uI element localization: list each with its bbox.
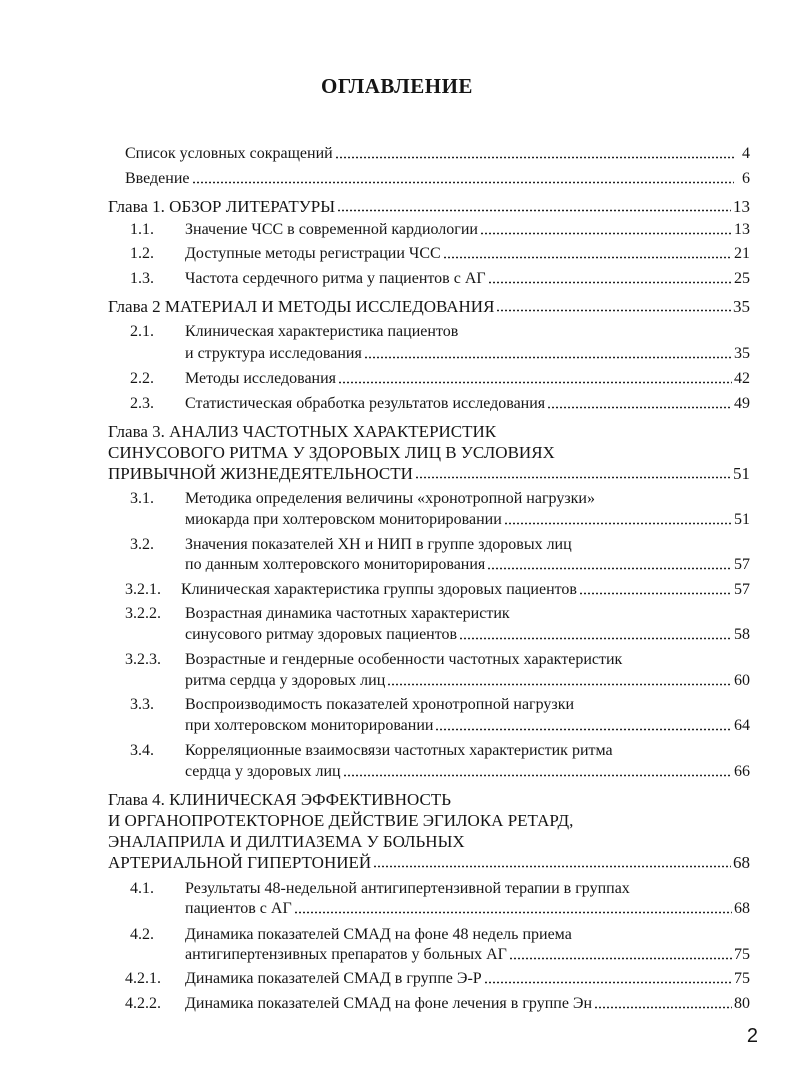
section-number: 1.3. (130, 270, 154, 287)
section-number: 3.3. (130, 696, 154, 713)
toc-section-4-2-1[interactable] (185, 969, 750, 989)
toc-entry-title-line: Значения показателей ХН и НИП в группе здоровых лиц (185, 536, 572, 553)
toc-chapter-title-line: Глава 4. КЛИНИЧЕСКАЯ ЭФФЕКТИВНОСТЬ (108, 790, 451, 809)
section-number: 2.3. (130, 395, 154, 412)
toc-page-number: 51 (734, 511, 750, 528)
toc-page-number: 49 (734, 395, 750, 412)
toc-entry-title-line: Результаты 48-недельной антигипертензивной терапии в группах (185, 880, 630, 897)
toc-entry-title-line: Динамика показателей СМАД на фоне 48 недель приема (185, 926, 572, 943)
toc-entry-title: миокарда при холтеровском мониторировании (185, 511, 502, 528)
section-number: 1.1. (130, 221, 154, 238)
toc-entry-title: Динамика показателей СМАД в группе Э-Р (185, 970, 482, 987)
toc-entry-title: сердца у здоровых лиц (185, 763, 341, 780)
dot-leader (484, 981, 732, 984)
toc-chapter-title: АРТЕРИАЛЬНОЙ ГИПЕРТОНИЕЙ (108, 853, 372, 872)
toc-entry-title: ритма сердца у здоровых лиц (185, 672, 386, 689)
dot-leader (294, 911, 732, 914)
toc-page-number: 64 (734, 717, 750, 734)
toc-section-3-2-1[interactable] (181, 580, 750, 600)
toc-page-number: 57 (734, 581, 750, 598)
toc-entry-title: при холтеровском мониторировании (185, 717, 434, 734)
toc-section-2-3[interactable] (185, 394, 750, 414)
toc-page-number: 4 (742, 145, 750, 162)
toc-section-1-1[interactable] (185, 220, 750, 240)
dot-leader (547, 406, 732, 409)
dot-leader (337, 209, 731, 212)
dot-leader (579, 592, 732, 595)
toc-entry-title: Введение (125, 170, 190, 187)
section-number: 1.2. (130, 245, 154, 262)
section-number: 3.2.3. (125, 651, 161, 668)
toc-chapter-title: ПРИВЫЧНОЙ ЖИЗНЕДЕЯТЕЛЬНОСТИ (108, 464, 413, 483)
section-number: 2.1. (130, 323, 154, 340)
toc-section-3-3[interactable] (185, 716, 750, 736)
section-number: 3.1. (130, 490, 154, 507)
toc-page-number: 68 (734, 900, 750, 917)
toc-entry-title-line: Возрастная динамика частотных характеристик (185, 605, 510, 622)
toc-entry-title-line: Воспроизводимость показателей хронотропной нагрузки (185, 696, 575, 713)
toc-page-number: 58 (734, 626, 750, 643)
toc-entry-title: Доступные методы регистрации ЧСС (185, 245, 441, 262)
toc-entry-title: Значение ЧСС в современной кардиологии (185, 221, 478, 238)
toc-section-1-3[interactable] (185, 269, 750, 289)
toc-entry-title: антигипертензивных препаратов у больных АГ (185, 946, 507, 963)
dot-leader (594, 1006, 732, 1009)
toc-entry-title: Клиническая характеристика группы здоровых пациентов (181, 581, 577, 598)
dot-leader (335, 156, 734, 159)
toc-entry-title: по данным холтеровского мониторирования (185, 556, 486, 573)
toc-page-number: 66 (734, 763, 750, 780)
section-number: 2.2. (130, 370, 154, 387)
toc-entry-title: пациентов с АГ (185, 900, 292, 917)
dot-leader (192, 181, 735, 184)
section-number: 3.4. (130, 742, 154, 759)
toc-section-3-1[interactable] (185, 510, 750, 530)
dot-leader (509, 957, 732, 960)
toc-chapter-1[interactable] (108, 197, 750, 217)
dot-leader (435, 728, 732, 731)
section-number: 3.2. (130, 536, 154, 553)
toc-chapter-title-line: ЭНАЛАПРИЛА И ДИЛТИАЗЕМА У БОЛЬНЫХ (108, 832, 465, 851)
toc-entry-abbreviations[interactable] (125, 144, 750, 164)
toc-entry-title-line: Методика определения величины «хронотропной нагрузки» (185, 490, 595, 507)
page-number: 2 (746, 1025, 758, 1047)
dot-leader (373, 865, 731, 868)
toc-section-3-2[interactable] (185, 555, 750, 575)
dot-leader (387, 683, 732, 686)
section-number: 3.2.2. (125, 605, 161, 622)
toc-entry-title-line: Клиническая характеристика пациентов (185, 323, 459, 340)
toc-page-number: 25 (734, 270, 750, 287)
toc-page-number: 13 (733, 197, 750, 216)
section-number: 4.1. (130, 880, 154, 897)
toc-chapter-title-line: Глава 3. АНАЛИЗ ЧАСТОТНЫХ ХАРАКТЕРИСТИК (108, 422, 497, 441)
dot-leader (480, 232, 732, 235)
toc-entry-title: синусового ритмау здоровых пациентов (185, 626, 458, 643)
dot-leader (364, 356, 732, 359)
toc-section-2-1[interactable] (185, 344, 750, 364)
toc-section-4-2[interactable] (185, 945, 750, 965)
toc-page-number: 35 (734, 345, 750, 362)
dot-leader (487, 567, 732, 570)
toc-page-number: 13 (734, 221, 750, 238)
toc-section-4-2-2[interactable] (185, 994, 750, 1014)
toc-entry-title: Частота сердечного ритма у пациентов с АГ (185, 270, 486, 287)
toc-entry-title: Статистическая обработка результатов исследования (185, 395, 546, 412)
toc-entry-title: и структура исследования (185, 345, 362, 362)
dot-leader (415, 476, 731, 479)
section-number: 4.2.1. (125, 970, 161, 987)
toc-section-3-2-3[interactable] (185, 671, 750, 691)
toc-page-number: 75 (734, 946, 750, 963)
toc-page-number: 57 (734, 556, 750, 573)
page-title: ОГЛАВЛЕНИЕ (321, 74, 473, 98)
toc-page-number: 35 (733, 297, 750, 316)
toc-entry-title: Динамика показателей СМАД на фоне лечения в группе Эн (185, 995, 593, 1012)
section-number: 4.2. (130, 926, 154, 943)
toc-entry-title: Методы исследования (185, 370, 337, 387)
toc-page-number: 75 (734, 970, 750, 987)
dot-leader (459, 637, 732, 640)
dot-leader (443, 256, 732, 259)
toc-entry-title-line: Корреляционные взаимосвязи частотных характеристик ритма (185, 742, 613, 759)
toc-chapter-title: Глава 1. ОБЗОР ЛИТЕРАТУРЫ (108, 197, 336, 216)
toc-section-4-1[interactable] (185, 899, 750, 919)
dot-leader (343, 774, 732, 777)
toc-section-1-2[interactable] (185, 244, 750, 264)
toc-page-number: 6 (742, 170, 750, 187)
section-number: 3.2.1. (125, 581, 161, 598)
toc-page-number: 68 (733, 853, 750, 872)
toc-entry-introduction[interactable] (125, 169, 750, 189)
toc-page-number: 42 (734, 370, 750, 387)
dot-leader (496, 309, 731, 312)
toc-section-3-2-2[interactable] (185, 625, 750, 645)
toc-page-number: 80 (734, 995, 750, 1012)
toc-page-number: 60 (734, 672, 750, 689)
dot-leader (338, 381, 732, 384)
toc-chapter-title-line: И ОРГАНОПРОТЕКТОРНОЕ ДЕЙСТВИЕ ЭГИЛОКА РЕТАРД, (108, 811, 574, 830)
toc-chapter-3[interactable] (108, 464, 750, 484)
toc-entry-title: Список условных сокращений (125, 145, 333, 162)
toc-chapter-4[interactable] (108, 853, 750, 873)
toc-entry-title-line: Возрастные и гендерные особенности частотных характеристик (185, 651, 623, 668)
toc-chapter-2[interactable] (108, 297, 750, 317)
toc-chapter-title-line: СИНУСОВОГО РИТМА У ЗДОРОВЫХ ЛИЦ В УСЛОВИЯХ (108, 443, 555, 462)
toc-chapter-title: Глава 2 МАТЕРИАЛ И МЕТОДЫ ИССЛЕДОВАНИЯ (108, 297, 495, 316)
toc-section-3-4[interactable] (185, 762, 750, 782)
dot-leader (488, 281, 732, 284)
toc-page-number: 21 (734, 245, 750, 262)
toc-section-2-2[interactable] (185, 369, 750, 389)
toc-page-number: 51 (733, 464, 750, 483)
dot-leader (504, 522, 732, 525)
section-number: 4.2.2. (125, 995, 161, 1012)
